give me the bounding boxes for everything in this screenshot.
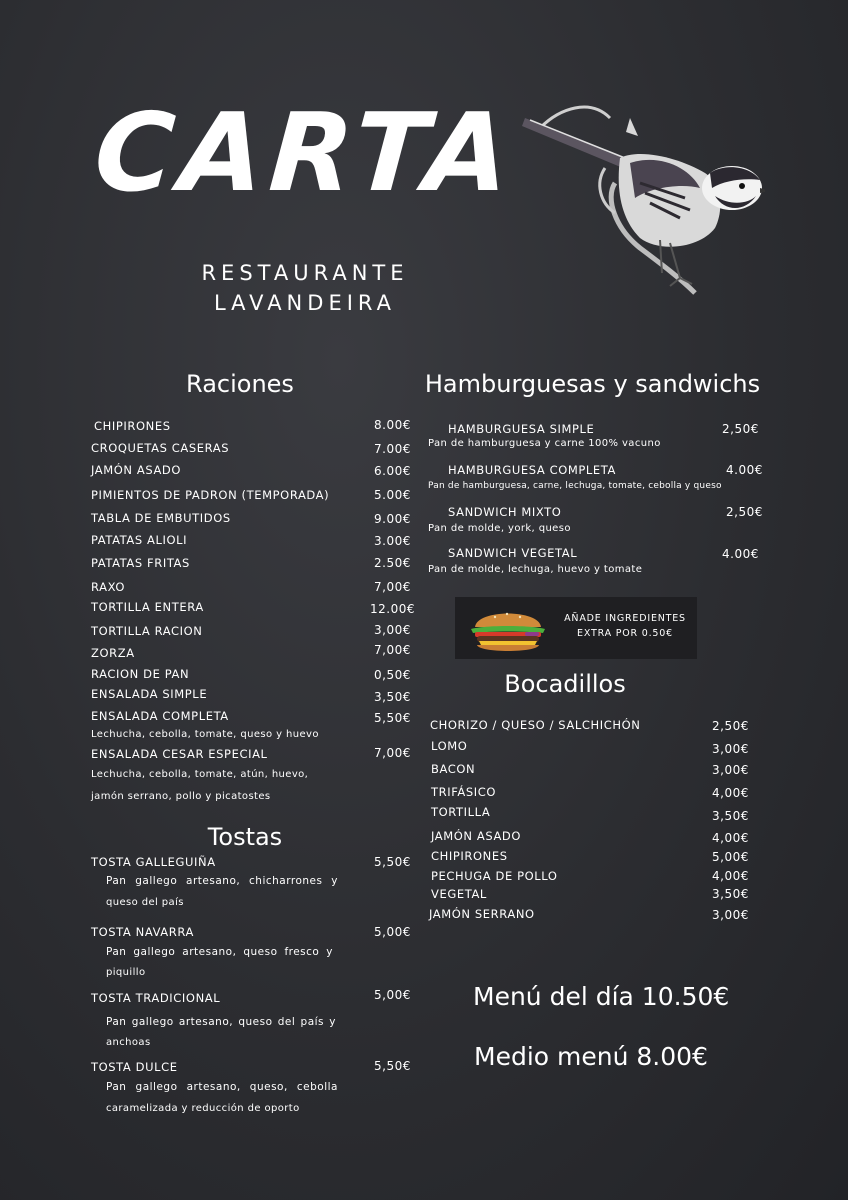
bocadillo-price: 5,00€ <box>712 850 749 864</box>
restaurant-name <box>170 258 440 318</box>
bocadillo-name: TRIFÁSICO <box>431 785 497 799</box>
burger-icon <box>465 601 551 655</box>
racion-price: 8.00€ <box>374 418 411 432</box>
racion-price: 7,00€ <box>374 643 411 657</box>
bocadillo-name: BACON <box>431 762 476 776</box>
tosta-name: TOSTA TRADICIONAL <box>91 991 221 1005</box>
tosta-name: TOSTA GALLEGUIÑA <box>91 855 216 869</box>
racion-name: PATATAS ALIOLI <box>91 533 188 547</box>
tosta-desc: Pan gallego artesano, queso, cebolla <box>106 1081 338 1093</box>
bocadillo-name: CHIPIRONES <box>431 849 508 863</box>
tosta-price: 5,50€ <box>374 1059 411 1073</box>
hamburguesa-name: HAMBURGUESA COMPLETA <box>448 463 616 477</box>
hamburguesa-price: 2,50€ <box>722 422 759 436</box>
bocadillo-name: PECHUGA DE POLLO <box>431 869 558 883</box>
hamburguesas-heading: Hamburguesas y sandwichs <box>424 370 761 398</box>
racion-name: ENSALADA SIMPLE <box>91 687 208 701</box>
extra-ingredients-line2: EXTRA POR 0.50€ <box>577 628 673 639</box>
bocadillo-name: CHORIZO / QUESO / SALCHICHÓN <box>430 718 641 732</box>
hamburguesa-desc: Pan de hamburguesa y carne 100% vacuno <box>428 438 661 449</box>
hamburguesa-name: SANDWICH VEGETAL <box>448 546 578 560</box>
racion-name: PATATAS FRITAS <box>91 556 190 570</box>
extra-ingredients-banner <box>455 597 697 659</box>
tosta-desc: queso del país <box>106 897 184 908</box>
racion-price: 9.00€ <box>374 512 411 526</box>
racion-name: ENSALADA COMPLETA <box>91 709 229 723</box>
tosta-desc: Pan gallego artesano, queso fresco y <box>106 946 333 958</box>
racion-name: TORTILLA ENTERA <box>91 600 204 614</box>
racion-desc: jamón serrano, pollo y picatostes <box>91 791 271 802</box>
bocadillos-heading: Bocadillos <box>504 670 626 698</box>
menu-del-dia: Menú del día 10.50€ <box>473 982 730 1011</box>
hamburguesa-price: 4.00€ <box>726 463 763 477</box>
tosta-desc: Pan gallego artesano, queso del país y <box>106 1016 336 1028</box>
tosta-desc: anchoas <box>106 1037 151 1048</box>
racion-name: ENSALADA CESAR ESPECIAL <box>91 747 268 761</box>
racion-name: TABLA DE EMBUTIDOS <box>91 511 231 525</box>
racion-price: 3.00€ <box>374 534 411 548</box>
bocadillo-name: JAMÓN SERRANO <box>429 907 535 921</box>
tosta-price: 5,50€ <box>374 855 411 869</box>
tosta-name: TOSTA DULCE <box>91 1060 178 1074</box>
racion-desc: Lechucha, cebolla, tomate, queso y huevo <box>91 729 319 740</box>
racion-price: 0,50€ <box>374 668 411 682</box>
racion-price: 7,00€ <box>374 580 411 594</box>
racion-name: TORTILLA RACION <box>91 624 203 638</box>
bocadillo-name: JAMÓN ASADO <box>431 829 522 843</box>
hamburguesa-name: HAMBURGUESA SIMPLE <box>448 422 595 436</box>
racion-name: JAMÓN ASADO <box>91 463 182 477</box>
bocadillo-price: 4,00€ <box>712 786 749 800</box>
racion-price: 5.00€ <box>374 488 411 502</box>
bocadillo-price: 3,50€ <box>712 887 749 901</box>
bocadillo-price: 4,00€ <box>712 869 749 883</box>
racion-name: PIMIENTOS DE PADRON (TEMPORADA) <box>91 488 330 502</box>
racion-name: CROQUETAS CASERAS <box>91 441 230 455</box>
hamburguesa-name: SANDWICH MIXTO <box>448 505 562 519</box>
hamburguesa-desc: Pan de molde, york, queso <box>428 523 571 534</box>
bocadillo-name: VEGETAL <box>431 887 487 901</box>
racion-price: 3,00€ <box>374 623 411 637</box>
bocadillo-price: 3,00€ <box>712 908 749 922</box>
racion-name: CHIPIRONES <box>94 419 171 433</box>
extra-ingredients-line1: AÑADE INGREDIENTES <box>564 613 686 624</box>
extra-ingredients-text <box>560 611 690 641</box>
racion-name: RAXO <box>91 580 125 594</box>
bocadillo-price: 3,50€ <box>712 809 749 823</box>
racion-price: 12.00€ <box>370 602 415 616</box>
tosta-price: 5,00€ <box>374 925 411 939</box>
page-title: CARTA <box>90 91 520 216</box>
bocadillo-name: LOMO <box>431 739 468 753</box>
racion-desc: Lechucha, cebolla, tomate, atún, huevo, <box>91 769 309 780</box>
restaurant-name-line2: LAVANDEIRA <box>213 291 397 315</box>
raciones-heading: Raciones <box>186 370 294 398</box>
bocadillo-price: 3,00€ <box>712 742 749 756</box>
racion-price: 5,50€ <box>374 711 411 725</box>
bocadillo-name: TORTILLA <box>431 805 491 819</box>
hamburguesa-price: 2,50€ <box>726 505 763 519</box>
bocadillo-price: 3,00€ <box>712 763 749 777</box>
bird-illustration <box>520 88 765 298</box>
bocadillo-price: 4,00€ <box>712 831 749 845</box>
medio-menu: Medio menú 8.00€ <box>474 1042 708 1071</box>
hamburguesa-desc: Pan de molde, lechuga, huevo y tomate <box>428 564 643 575</box>
hamburguesa-desc: Pan de hamburguesa, carne, lechuga, tomate, cebolla y queso <box>428 481 722 491</box>
tostas-heading: Tostas <box>207 823 283 851</box>
racion-name: RACION DE PAN <box>91 667 190 681</box>
racion-price: 3,50€ <box>374 690 411 704</box>
tosta-desc: piquillo <box>106 967 146 978</box>
racion-price: 7.00€ <box>374 442 411 456</box>
tosta-desc: Pan gallego artesano, chicharrones y <box>106 875 338 887</box>
racion-price: 2.50€ <box>374 556 411 570</box>
racion-name: ZORZA <box>91 646 135 660</box>
hamburguesa-price: 4.00€ <box>722 547 759 561</box>
tosta-name: TOSTA NAVARRA <box>91 925 194 939</box>
tosta-desc: caramelizada y reducción de oporto <box>106 1103 300 1114</box>
racion-price: 6.00€ <box>374 464 411 478</box>
tosta-price: 5,00€ <box>374 988 411 1002</box>
restaurant-name-line1: RESTAURANTE <box>201 261 409 285</box>
bocadillo-price: 2,50€ <box>712 719 749 733</box>
racion-price: 7,00€ <box>374 746 411 760</box>
